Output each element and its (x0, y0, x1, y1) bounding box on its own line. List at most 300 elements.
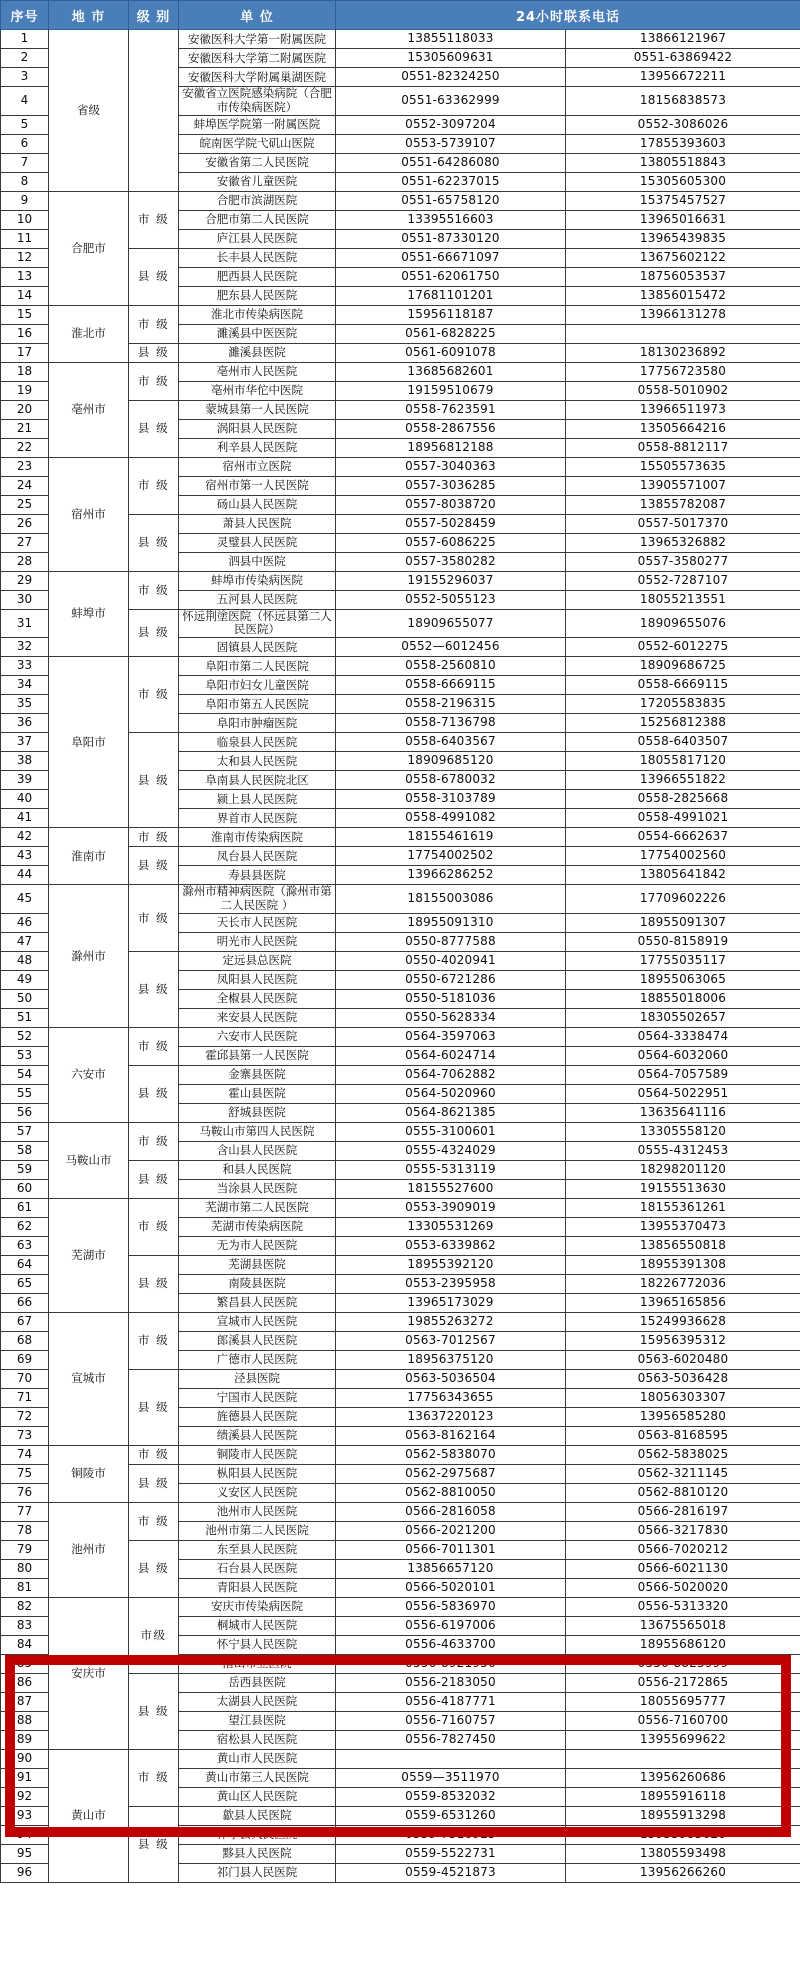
cell-level: 县 级 (129, 1540, 179, 1597)
cell-phone-2: 15256812388 (566, 714, 800, 733)
cell-phone-1: 0553-6339862 (336, 1236, 566, 1255)
cell-unit: 阜阳市肿瘤医院 (179, 714, 336, 733)
cell-seq: 34 (1, 676, 49, 695)
cell-unit: 阜南县人民医院北区 (179, 771, 336, 790)
cell-level: 市 级 (129, 1749, 179, 1806)
cell-phone-1: 0556-7160757 (336, 1711, 566, 1730)
cell-level: 市 级 (129, 828, 179, 847)
cell-phone-1: 0557-5028459 (336, 514, 566, 533)
cell-seq: 66 (1, 1293, 49, 1312)
cell-seq: 74 (1, 1445, 49, 1464)
cell-unit: 临泉县人民医院 (179, 733, 336, 752)
cell-unit: 固镇县人民医院 (179, 638, 336, 657)
cell-seq: 92 (1, 1787, 49, 1806)
cell-city: 六安市 (49, 1027, 129, 1122)
cell-seq: 11 (1, 229, 49, 248)
cell-level: 县 级 (129, 1065, 179, 1122)
cell-phone-2: 0557-3580277 (566, 552, 800, 571)
cell-level: 县 级 (129, 1160, 179, 1198)
cell-seq: 94 (1, 1825, 49, 1844)
cell-phone-1: 15305609631 (336, 49, 566, 68)
cell-phone-2: 17756723580 (566, 362, 800, 381)
cell-phone-1: 0558-3103789 (336, 790, 566, 809)
cell-phone-2: 0564-7057589 (566, 1065, 800, 1084)
cell-phone-1: 0556-4633700 (336, 1635, 566, 1654)
cell-phone-2: 0558-2825668 (566, 790, 800, 809)
cell-phone-2: 13805518843 (566, 153, 800, 172)
cell-unit: 肥东县人民医院 (179, 286, 336, 305)
cell-phone-2: 18055213551 (566, 590, 800, 609)
cell-phone-2: 17855393603 (566, 134, 800, 153)
cell-phone-1: 13856657120 (336, 1559, 566, 1578)
cell-phone-2: 0563-8168595 (566, 1426, 800, 1445)
cell-phone-2: 0563-5036428 (566, 1369, 800, 1388)
cell-seq: 46 (1, 913, 49, 932)
cell-phone-2: 18226772036 (566, 1274, 800, 1293)
cell-phone-1: 0558-4991082 (336, 809, 566, 828)
table-row (1, 457, 800, 476)
cell-unit: 濉溪县医院 (179, 343, 336, 362)
table-row (1, 191, 800, 210)
cell-phone-2: 18156838573 (566, 87, 800, 116)
cell-unit: 池州市人民医院 (179, 1502, 336, 1521)
table-row (1, 1445, 800, 1464)
cell-phone-2: 19155513630 (566, 1179, 800, 1198)
cell-phone-1: 13965173029 (336, 1293, 566, 1312)
table-row (1, 1597, 800, 1616)
cell-phone-1: 0550-5628334 (336, 1008, 566, 1027)
cell-phone-1: 0558-2867556 (336, 419, 566, 438)
cell-city: 安庆市 (49, 1597, 129, 1749)
cell-phone-2: 13956266260 (566, 1863, 800, 1882)
cell-level: 市 级 (129, 1445, 179, 1464)
cell-phone-2: 13856550818 (566, 1236, 800, 1255)
cell-seq: 56 (1, 1103, 49, 1122)
cell-phone-1: 13637220123 (336, 1407, 566, 1426)
cell-phone-1: 0555-4324029 (336, 1141, 566, 1160)
cell-unit: 界首市人民医院 (179, 809, 336, 828)
cell-unit: 铜陵市人民医院 (179, 1445, 336, 1464)
cell-phone-2: 18305502657 (566, 1008, 800, 1027)
cell-unit: 安徽省第二人民医院 (179, 153, 336, 172)
cell-unit: 颍上县人民医院 (179, 790, 336, 809)
cell-phone-2: 18955091307 (566, 913, 800, 932)
cell-seq: 55 (1, 1084, 49, 1103)
cell-phone-2: 13965165856 (566, 1293, 800, 1312)
cell-phone-2: 17755035117 (566, 951, 800, 970)
cell-unit: 合肥市滨湖医院 (179, 191, 336, 210)
cell-level: 县 级 (129, 248, 179, 305)
cell-phone-2: 0562-5838025 (566, 1445, 800, 1464)
cell-phone-2: 18055817120 (566, 752, 800, 771)
cell-seq: 38 (1, 752, 49, 771)
cell-unit: 亳州市华佗中医院 (179, 381, 336, 400)
cell-phone-1: 0562-8810050 (336, 1483, 566, 1502)
cell-unit: 安徽医科大学第二附属医院 (179, 49, 336, 68)
cell-phone-1: 0558-6403567 (336, 733, 566, 752)
cell-phone-2: 0558-5010902 (566, 381, 800, 400)
cell-phone-2: 13955983620 (566, 1825, 800, 1844)
cell-phone-2: 18955391308 (566, 1255, 800, 1274)
cell-seq: 16 (1, 324, 49, 343)
cell-phone-2: 17205583835 (566, 695, 800, 714)
cell-phone-2: 18955916118 (566, 1787, 800, 1806)
cell-phone-1: 0555-3100601 (336, 1122, 566, 1141)
cell-phone-2: 0562-3211145 (566, 1464, 800, 1483)
cell-phone-1: 0551-82324250 (336, 68, 566, 87)
cell-phone-1: 0557-3036285 (336, 476, 566, 495)
cell-phone-1: 0558-6780032 (336, 771, 566, 790)
cell-phone-2: 0554-6662637 (566, 828, 800, 847)
cell-unit: 含山县人民医院 (179, 1141, 336, 1160)
cell-phone-1: 0557-8038720 (336, 495, 566, 514)
cell-seq: 24 (1, 476, 49, 495)
cell-seq: 17 (1, 343, 49, 362)
cell-unit: 定远县总医院 (179, 951, 336, 970)
cell-city: 芜湖市 (49, 1198, 129, 1312)
cell-unit: 安徽省立医院感染病院（合肥市传染病医院） (179, 87, 336, 116)
cell-seq: 49 (1, 970, 49, 989)
cell-city: 滁州市 (49, 885, 129, 1028)
cell-phone-1: 0550-5181036 (336, 989, 566, 1008)
cell-phone-2: 0566-2816197 (566, 1502, 800, 1521)
cell-seq: 31 (1, 609, 49, 638)
cell-phone-2: 13305558120 (566, 1122, 800, 1141)
cell-unit: 东至县人民医院 (179, 1540, 336, 1559)
cell-phone-1: 0564-8621385 (336, 1103, 566, 1122)
cell-phone-2: 18155361261 (566, 1198, 800, 1217)
cell-level: 县 级 (129, 951, 179, 1027)
cell-seq: 65 (1, 1274, 49, 1293)
cell-seq: 50 (1, 989, 49, 1008)
cell-seq: 64 (1, 1255, 49, 1274)
cell-unit: 岳西县医院 (179, 1673, 336, 1692)
cell-phone-1: 0563-7012567 (336, 1331, 566, 1350)
cell-level: 市 级 (129, 305, 179, 343)
cell-unit: 肥西县人民医院 (179, 267, 336, 286)
cell-level: 市 级 (129, 1027, 179, 1065)
cell-seq: 57 (1, 1122, 49, 1141)
cell-phone-1: 18155527600 (336, 1179, 566, 1198)
table-row (1, 1198, 800, 1217)
cell-seq: 60 (1, 1179, 49, 1198)
cell-seq: 42 (1, 828, 49, 847)
cell-phone-2: 13505664216 (566, 419, 800, 438)
cell-unit: 宿州市立医院 (179, 457, 336, 476)
cell-phone-2: 18756053537 (566, 267, 800, 286)
cell-unit: 亳州市人民医院 (179, 362, 336, 381)
cell-unit: 无为市人民医院 (179, 1236, 336, 1255)
cell-seq: 58 (1, 1141, 49, 1160)
cell-phone-1: 13966286252 (336, 866, 566, 885)
cell-phone-1: 0559-5522731 (336, 1844, 566, 1863)
cell-seq: 96 (1, 1863, 49, 1882)
cell-phone-2: 13955699622 (566, 1730, 800, 1749)
cell-seq: 63 (1, 1236, 49, 1255)
cell-level: 市 级 (129, 362, 179, 400)
cell-seq: 13 (1, 267, 49, 286)
cell-unit: 太和县人民医院 (179, 752, 336, 771)
cell-phone-2: 18130236892 (566, 343, 800, 362)
cell-phone-1: 0564-3597063 (336, 1027, 566, 1046)
cell-phone-1: 0556-6197006 (336, 1616, 566, 1635)
cell-unit: 宁国市人民医院 (179, 1388, 336, 1407)
cell-seq: 89 (1, 1730, 49, 1749)
cell-phone-2: 0566-5020020 (566, 1578, 800, 1597)
cell-phone-1: 0559-8532032 (336, 1787, 566, 1806)
cell-phone-2: 13855782087 (566, 495, 800, 514)
cell-seq: 23 (1, 457, 49, 476)
cell-phone-1: 13855118033 (336, 30, 566, 49)
cell-phone-1: 0559-7516925 (336, 1825, 566, 1844)
cell-unit: 泾县医院 (179, 1369, 336, 1388)
cell-unit: 宣城市人民医院 (179, 1312, 336, 1331)
cell-seq: 43 (1, 847, 49, 866)
cell-seq: 81 (1, 1578, 49, 1597)
cell-seq: 10 (1, 210, 49, 229)
header-phone: 24小时联系电话 (336, 1, 800, 30)
cell-seq: 79 (1, 1540, 49, 1559)
cell-phone-2: 0564-6032060 (566, 1046, 800, 1065)
cell-unit: 石台县人民医院 (179, 1559, 336, 1578)
header-level: 级 别 (129, 1, 179, 30)
cell-phone-2: 13966511973 (566, 400, 800, 419)
cell-seq: 21 (1, 419, 49, 438)
cell-phone-1: 0559-6531260 (336, 1806, 566, 1825)
cell-phone-1: 0558-7623591 (336, 400, 566, 419)
table-row (1, 30, 800, 49)
cell-phone-2: 13905571007 (566, 476, 800, 495)
cell-phone-1: 0561-6091078 (336, 343, 566, 362)
cell-seq: 75 (1, 1464, 49, 1483)
cell-seq: 77 (1, 1502, 49, 1521)
cell-phone-2: 0557-5017370 (566, 514, 800, 533)
cell-phone-1: 18956375120 (336, 1350, 566, 1369)
cell-level: 市 级 (129, 1312, 179, 1369)
cell-phone-1: 13395516603 (336, 210, 566, 229)
cell-phone-1: 0550-6721286 (336, 970, 566, 989)
cell-seq: 1 (1, 30, 49, 49)
cell-seq: 27 (1, 533, 49, 552)
cell-seq: 80 (1, 1559, 49, 1578)
table-row (1, 305, 800, 324)
cell-phone-2: 13965016631 (566, 210, 800, 229)
cell-seq: 6 (1, 134, 49, 153)
cell-seq: 78 (1, 1521, 49, 1540)
cell-seq: 35 (1, 695, 49, 714)
cell-phone-2: 17709602226 (566, 885, 800, 914)
table-row (1, 1312, 800, 1331)
cell-unit: 安徽医科大学附属巢湖医院 (179, 68, 336, 87)
cell-phone-2: 18955063065 (566, 970, 800, 989)
cell-seq: 37 (1, 733, 49, 752)
cell-unit: 蚌埠市传染病医院 (179, 571, 336, 590)
cell-unit: 全椒县人民医院 (179, 989, 336, 1008)
cell-level: 县 级 (129, 400, 179, 457)
cell-unit: 庐江县人民医院 (179, 229, 336, 248)
cell-phone-2: 0566-6021130 (566, 1559, 800, 1578)
cell-seq: 82 (1, 1597, 49, 1616)
cell-phone-2 (566, 1749, 800, 1768)
cell-unit: 旌德县人民医院 (179, 1407, 336, 1426)
cell-unit: 南陵县医院 (179, 1274, 336, 1293)
cell-phone-1: 0551-65758120 (336, 191, 566, 210)
cell-unit: 蚌埠医学院第一附属医院 (179, 115, 336, 134)
cell-phone-1: 0557-6086225 (336, 533, 566, 552)
cell-seq: 4 (1, 87, 49, 116)
cell-seq: 25 (1, 495, 49, 514)
cell-phone-1: 0552-5055123 (336, 590, 566, 609)
cell-phone-2: 0550-8158919 (566, 932, 800, 951)
cell-seq: 48 (1, 951, 49, 970)
cell-unit: 枞阳县人民医院 (179, 1464, 336, 1483)
cell-phone-2: 13966131278 (566, 305, 800, 324)
cell-phone-1: 0563-5036504 (336, 1369, 566, 1388)
cell-seq: 14 (1, 286, 49, 305)
cell-phone-1: 0555-5313119 (336, 1160, 566, 1179)
cell-seq: 19 (1, 381, 49, 400)
cell-phone-2: 0566-7020212 (566, 1540, 800, 1559)
table-row (1, 362, 800, 381)
cell-phone-1: 0552-3097204 (336, 115, 566, 134)
cell-unit: 繁昌县人民医院 (179, 1293, 336, 1312)
cell-phone-1: 0566-2816058 (336, 1502, 566, 1521)
table-row (1, 1122, 800, 1141)
cell-phone-2: 0552-7287107 (566, 571, 800, 590)
cell-seq: 12 (1, 248, 49, 267)
cell-phone-2 (566, 324, 800, 343)
table-body (1, 30, 800, 1883)
cell-seq: 9 (1, 191, 49, 210)
cell-seq: 69 (1, 1350, 49, 1369)
cell-unit: 蒙城县第一人民医院 (179, 400, 336, 419)
cell-phone-2: 0551-63869422 (566, 49, 800, 68)
cell-unit: 利辛县人民医院 (179, 438, 336, 457)
cell-city: 宿州市 (49, 457, 129, 571)
cell-phone-2: 15305605300 (566, 172, 800, 191)
cell-unit: 舒城县医院 (179, 1103, 336, 1122)
cell-unit: 六安市人民医院 (179, 1027, 336, 1046)
cell-unit: 安徽医科大学第一附属医院 (179, 30, 336, 49)
cell-phone-1: 13305531269 (336, 1217, 566, 1236)
cell-seq: 26 (1, 514, 49, 533)
cell-unit: 马鞍山市第四人民医院 (179, 1122, 336, 1141)
cell-phone-2: 0558-8812117 (566, 438, 800, 457)
cell-phone-2: 13965326882 (566, 533, 800, 552)
cell-phone-1: 0559-4521873 (336, 1863, 566, 1882)
cell-unit: 怀宁县人民医院 (179, 1635, 336, 1654)
cell-seq: 40 (1, 790, 49, 809)
table-row (1, 1027, 800, 1046)
cell-level: 县 级 (129, 609, 179, 657)
cell-unit: 霍山县医院 (179, 1084, 336, 1103)
cell-city: 亳州市 (49, 362, 129, 457)
cell-phone-1: 0550-8777588 (336, 932, 566, 951)
cell-city: 阜阳市 (49, 657, 129, 828)
cell-unit: 淮南市传染病医院 (179, 828, 336, 847)
cell-phone-1: 0551-64286080 (336, 153, 566, 172)
cell-seq: 28 (1, 552, 49, 571)
cell-seq: 86 (1, 1673, 49, 1692)
cell-phone-1: 17754002502 (336, 847, 566, 866)
cell-level: 市 级 (129, 571, 179, 609)
cell-phone-1: 0551-66671097 (336, 248, 566, 267)
cell-phone-2: 15375457527 (566, 191, 800, 210)
cell-seq: 3 (1, 68, 49, 87)
cell-seq: 52 (1, 1027, 49, 1046)
cell-phone-2: 17754002560 (566, 847, 800, 866)
cell-seq: 41 (1, 809, 49, 828)
cell-city: 宣城市 (49, 1312, 129, 1445)
cell-unit: 宿州市第一人民医院 (179, 476, 336, 495)
cell-phone-2: 18855018006 (566, 989, 800, 1008)
cell-seq: 91 (1, 1768, 49, 1787)
cell-seq: 32 (1, 638, 49, 657)
cell-phone-2: 13805593498 (566, 1844, 800, 1863)
cell-unit: 明光市人民医院 (179, 932, 336, 951)
cell-seq: 45 (1, 885, 49, 914)
cell-seq: 36 (1, 714, 49, 733)
header-unit: 单 位 (179, 1, 336, 30)
cell-unit: 当涂县人民医院 (179, 1179, 336, 1198)
cell-unit: 祁门县人民医院 (179, 1863, 336, 1882)
table-row (1, 885, 800, 914)
cell-seq: 70 (1, 1369, 49, 1388)
cell-unit: 芜湖市传染病医院 (179, 1217, 336, 1236)
cell-unit: 皖南医学院弋矶山医院 (179, 134, 336, 153)
cell-phone-2: 15505573635 (566, 457, 800, 476)
cell-phone-1: 0556-5836970 (336, 1597, 566, 1616)
cell-phone-1: 18155003086 (336, 885, 566, 914)
cell-phone-2: 18298201120 (566, 1160, 800, 1179)
cell-phone-2: 0563-6020480 (566, 1350, 800, 1369)
cell-unit: 安徽省儿童医院 (179, 172, 336, 191)
cell-phone-1: 0552—6012456 (336, 638, 566, 657)
cell-phone-1: 0564-7062882 (336, 1065, 566, 1084)
cell-unit: 休宁县人民医院 (179, 1825, 336, 1844)
cell-seq: 59 (1, 1160, 49, 1179)
cell-phone-1: 17756343655 (336, 1388, 566, 1407)
cell-unit: 义安区人民医院 (179, 1483, 336, 1502)
cell-seq: 51 (1, 1008, 49, 1027)
cell-phone-1: 15956118187 (336, 305, 566, 324)
cell-phone-2: 0556-2172865 (566, 1673, 800, 1692)
cell-phone-2: 13956260686 (566, 1768, 800, 1787)
cell-seq: 2 (1, 49, 49, 68)
cell-unit: 合肥市第二人民医院 (179, 210, 336, 229)
cell-phone-2: 0555-4312453 (566, 1141, 800, 1160)
cell-seq: 15 (1, 305, 49, 324)
cell-phone-1 (336, 1749, 566, 1768)
cell-phone-1: 0558-2196315 (336, 695, 566, 714)
cell-unit: 凤台县人民医院 (179, 847, 336, 866)
cell-phone-2: 0556-7160700 (566, 1711, 800, 1730)
cell-city: 省级 (49, 30, 129, 192)
cell-unit: 广德市人民医院 (179, 1350, 336, 1369)
cell-seq: 20 (1, 400, 49, 419)
cell-phone-2: 0556-5313320 (566, 1597, 800, 1616)
cell-seq: 72 (1, 1407, 49, 1426)
cell-unit: 歙县人民医院 (179, 1806, 336, 1825)
cell-level: 市 级 (129, 1122, 179, 1160)
cell-phone-1: 0551-87330120 (336, 229, 566, 248)
cell-phone-1: 0563-8162164 (336, 1426, 566, 1445)
cell-level: 市 级 (129, 1198, 179, 1255)
cell-seq: 71 (1, 1388, 49, 1407)
cell-level: 县 级 (129, 1255, 179, 1312)
cell-unit: 绩溪县人民医院 (179, 1426, 336, 1445)
cell-level: 市 级 (129, 191, 179, 248)
